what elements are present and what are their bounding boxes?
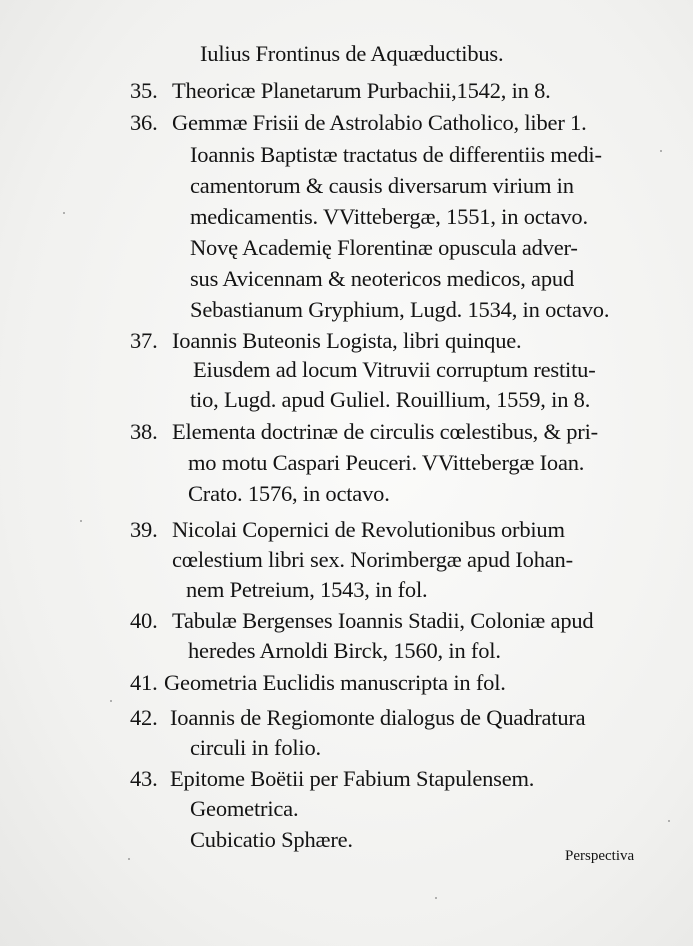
entry-38-line-1: Elementa doctrinæ de circulis cœlestibus, & pri- [172, 419, 598, 444]
entry-37-line-1: Ioannis Buteonis Logista, libri quinque. [172, 328, 522, 353]
entry-42-number: 42. [130, 705, 158, 730]
print-speck [80, 520, 82, 522]
entry-38-line-2: mo motu Caspari Peuceri. VVittebergæ Ioan. [188, 450, 585, 475]
entry-38-line-3: Crato. 1576, in octavo. [188, 481, 390, 506]
print-speck [63, 212, 65, 214]
entry-36-line-6: sus Avicennam & neotericos medicos, apud [190, 266, 574, 291]
entry-43-line-1: Epitome Boëtii per Fabium Stapulensem. [170, 766, 535, 791]
page-header: Iulius Frontinus de Aquæductibus. [200, 41, 504, 66]
entry-36-line-3: camentorum & causis diversarum virium in [190, 173, 574, 198]
entry-39-line-1: Nicolai Copernici de Revolutionibus orbium [172, 517, 565, 542]
entry-41-number: 41. [130, 670, 158, 695]
entry-36-line-2: Ioannis Baptistæ tractatus de differentiis medi- [190, 142, 602, 167]
catchword: Perspectiva [565, 848, 635, 864]
entry-36-number: 36. [130, 110, 158, 135]
print-speck [660, 150, 662, 152]
entry-43-number: 43. [130, 766, 158, 791]
entry-40-line-2: heredes Arnoldi Birck, 1560, in fol. [188, 638, 501, 663]
print-speck [128, 858, 130, 860]
entry-37-number: 37. [130, 328, 158, 353]
entry-35-line-1: Theoricæ Planetarum Purbachii,1542, in 8. [172, 78, 551, 103]
print-speck [435, 897, 437, 899]
entry-39-line-3: nem Petreium, 1543, in fol. [186, 577, 428, 602]
entry-37-line-3: tio, Lugd. apud Guliel. Rouillium, 1559, in 8. [190, 387, 591, 412]
entry-41-line-1: Geometria Euclidis manuscripta in fol. [164, 670, 506, 695]
print-speck [668, 820, 670, 822]
entry-38-number: 38. [130, 419, 158, 444]
entry-36-line-7: Sebastianum Gryphium, Lugd. 1534, in octavo. [190, 297, 610, 322]
entry-36-line-1: Gemmæ Frisii de Astrolabio Catholico, liber 1. [172, 110, 587, 135]
entry-42-line-2: circuli in folio. [190, 735, 321, 760]
entry-40-number: 40. [130, 608, 158, 633]
entry-35-number: 35. [130, 78, 158, 103]
entry-43-line-2: Geometrica. [190, 796, 299, 821]
entry-40-line-1: Tabulæ Bergenses Ioannis Stadii, Coloniæ apud [172, 608, 594, 633]
entry-36-line-5: Novę Academię Florentinæ opuscula adver- [190, 235, 578, 260]
entry-43-line-3: Cubicatio Sphære. [190, 827, 353, 852]
entry-39-number: 39. [130, 517, 158, 542]
entry-36-line-4: medicamentis. VVittebergæ, 1551, in octavo. [190, 204, 588, 229]
entry-37-line-2: Eiusdem ad locum Vitruvii corruptum restitu- [193, 357, 596, 382]
print-speck [110, 700, 112, 702]
entry-39-line-2: cœlestium libri sex. Norimbergæ apud Iohan- [172, 547, 573, 572]
entry-42-line-1: Ioannis de Regiomonte dialogus de Quadratura [170, 705, 586, 730]
